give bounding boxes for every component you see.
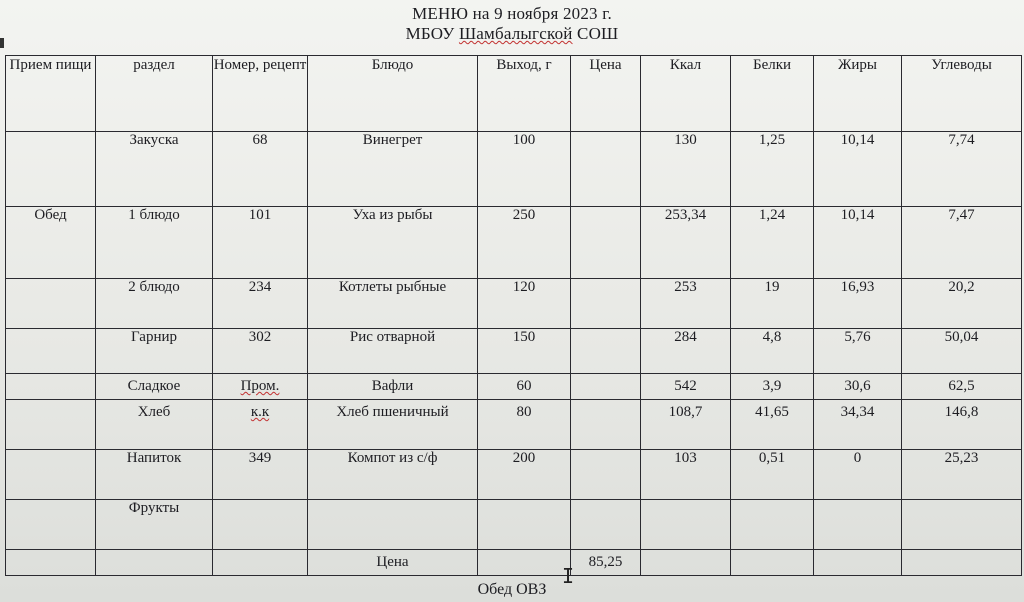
protein-cell xyxy=(731,500,814,550)
recipe-cell xyxy=(213,550,308,576)
section-cell: Закуска xyxy=(96,132,213,207)
meal-cell xyxy=(6,279,96,329)
dish-cell: Хлеб пшеничный xyxy=(308,400,478,450)
table-row xyxy=(6,374,1022,400)
kcal-cell: 253,34 xyxy=(641,207,731,279)
header-carbs: Углеводы xyxy=(902,56,1022,132)
table-row xyxy=(6,207,1022,279)
header-protein: Белки xyxy=(731,56,814,132)
meal-cell xyxy=(6,450,96,500)
header-kcal: Ккал xyxy=(641,56,731,132)
section-cell: Гарнир xyxy=(96,329,213,374)
recipe-cell: 101 xyxy=(213,207,308,279)
protein-cell: 1,25 xyxy=(731,132,814,207)
fat-cell: 5,76 xyxy=(814,329,902,374)
price-cell xyxy=(571,400,641,450)
table-row xyxy=(6,500,1022,550)
price-cell xyxy=(571,207,641,279)
yield-cell: 80 xyxy=(478,400,571,450)
price-cell xyxy=(571,500,641,550)
fat-cell: 10,14 xyxy=(814,207,902,279)
header-fat: Жиры xyxy=(814,56,902,132)
yield-cell: 150 xyxy=(478,329,571,374)
yield-cell: 60 xyxy=(478,374,571,400)
recipe-cell: 302 xyxy=(213,329,308,374)
section-cell: Фрукты xyxy=(96,500,213,550)
carbs-cell: 146,8 xyxy=(902,400,1022,450)
total-value: 85,25 xyxy=(571,550,641,576)
header-meal: Прием пищи xyxy=(6,56,96,132)
dish-cell: Уха из рыбы xyxy=(308,207,478,279)
table-row xyxy=(6,279,1022,329)
fat-cell xyxy=(814,500,902,550)
meal-cell xyxy=(6,374,96,400)
kcal-cell: 108,7 xyxy=(641,400,731,450)
fat-cell: 30,6 xyxy=(814,374,902,400)
price-cell xyxy=(571,329,641,374)
fat-cell xyxy=(814,550,902,576)
protein-cell: 0,51 xyxy=(731,450,814,500)
kcal-cell xyxy=(641,550,731,576)
recipe-cell: Пром. xyxy=(213,374,308,400)
price-cell xyxy=(571,279,641,329)
section-cell: Сладкое xyxy=(96,374,213,400)
protein-cell: 41,65 xyxy=(731,400,814,450)
carbs-cell: 7,74 xyxy=(902,132,1022,207)
meal-cell xyxy=(6,329,96,374)
section-cell xyxy=(96,550,213,576)
total-label: Цена xyxy=(308,550,478,576)
kcal-cell: 253 xyxy=(641,279,731,329)
yield-cell: 200 xyxy=(478,450,571,500)
header-section: раздел xyxy=(96,56,213,132)
dish-cell: Компот из с/ф xyxy=(308,450,478,500)
carbs-cell: 50,04 xyxy=(902,329,1022,374)
header-dish: Блюдо xyxy=(308,56,478,132)
protein-cell: 4,8 xyxy=(731,329,814,374)
menu-title: МЕНЮ на 9 ноября 2023 г. xyxy=(412,4,612,23)
carbs-cell: 25,23 xyxy=(902,450,1022,500)
kcal-cell: 542 xyxy=(641,374,731,400)
table-row xyxy=(6,329,1022,374)
table-row xyxy=(6,400,1022,450)
fat-cell: 0 xyxy=(814,450,902,500)
section-cell: Хлеб xyxy=(96,400,213,450)
yield-cell: 120 xyxy=(478,279,571,329)
price-cell xyxy=(571,450,641,500)
protein-cell: 3,9 xyxy=(731,374,814,400)
header-recipe: Номер, рецепт xyxy=(213,56,308,132)
carbs-cell xyxy=(902,500,1022,550)
protein-cell: 19 xyxy=(731,279,814,329)
kcal-cell: 103 xyxy=(641,450,731,500)
recipe-cell: 68 xyxy=(213,132,308,207)
yield-cell xyxy=(478,500,571,550)
recipe-cell: 349 xyxy=(213,450,308,500)
section-cell: 1 блюдо xyxy=(96,207,213,279)
carbs-cell: 7,47 xyxy=(902,207,1022,279)
meal-cell xyxy=(6,550,96,576)
table-header-row xyxy=(6,56,1022,132)
dish-cell: Винегрет xyxy=(308,132,478,207)
meal-cell xyxy=(6,500,96,550)
table-row xyxy=(6,132,1022,207)
header-price: Цена xyxy=(571,56,641,132)
price-cell xyxy=(571,374,641,400)
fat-cell: 16,93 xyxy=(814,279,902,329)
meal-cell: Обед xyxy=(6,207,96,279)
table-row xyxy=(6,450,1022,500)
dish-cell: Рис отварной xyxy=(308,329,478,374)
meal-cell xyxy=(6,132,96,207)
text-cursor-icon: Ι xyxy=(562,564,575,588)
recipe-cell xyxy=(213,500,308,550)
carbs-cell: 20,2 xyxy=(902,279,1022,329)
menu-table xyxy=(5,55,1022,576)
yield-cell: 100 xyxy=(478,132,571,207)
kcal-cell: 130 xyxy=(641,132,731,207)
footer-title: Обед ОВЗ xyxy=(477,581,547,598)
protein-cell: 1,24 xyxy=(731,207,814,279)
total-row xyxy=(6,550,1022,576)
school-title: МБОУ Шамбалыгской СОШ xyxy=(405,24,619,43)
kcal-cell xyxy=(641,500,731,550)
section-cell: Напиток xyxy=(96,450,213,500)
school-name: Шамбалыгской xyxy=(458,24,573,43)
section-cell: 2 блюдо xyxy=(96,279,213,329)
fat-cell: 34,34 xyxy=(814,400,902,450)
price-cell xyxy=(571,132,641,207)
dish-cell xyxy=(308,500,478,550)
recipe-cell: 234 xyxy=(213,279,308,329)
kcal-cell: 284 xyxy=(641,329,731,374)
header-yield: Выход, г xyxy=(478,56,571,132)
recipe-cell: к.к xyxy=(213,400,308,450)
dish-cell: Котлеты рыбные xyxy=(308,279,478,329)
dish-cell: Вафли xyxy=(308,374,478,400)
yield-cell xyxy=(478,550,571,576)
yield-cell: 250 xyxy=(478,207,571,279)
meal-cell xyxy=(6,400,96,450)
carbs-cell xyxy=(902,550,1022,576)
protein-cell xyxy=(731,550,814,576)
carbs-cell: 62,5 xyxy=(902,374,1022,400)
fat-cell: 10,14 xyxy=(814,132,902,207)
